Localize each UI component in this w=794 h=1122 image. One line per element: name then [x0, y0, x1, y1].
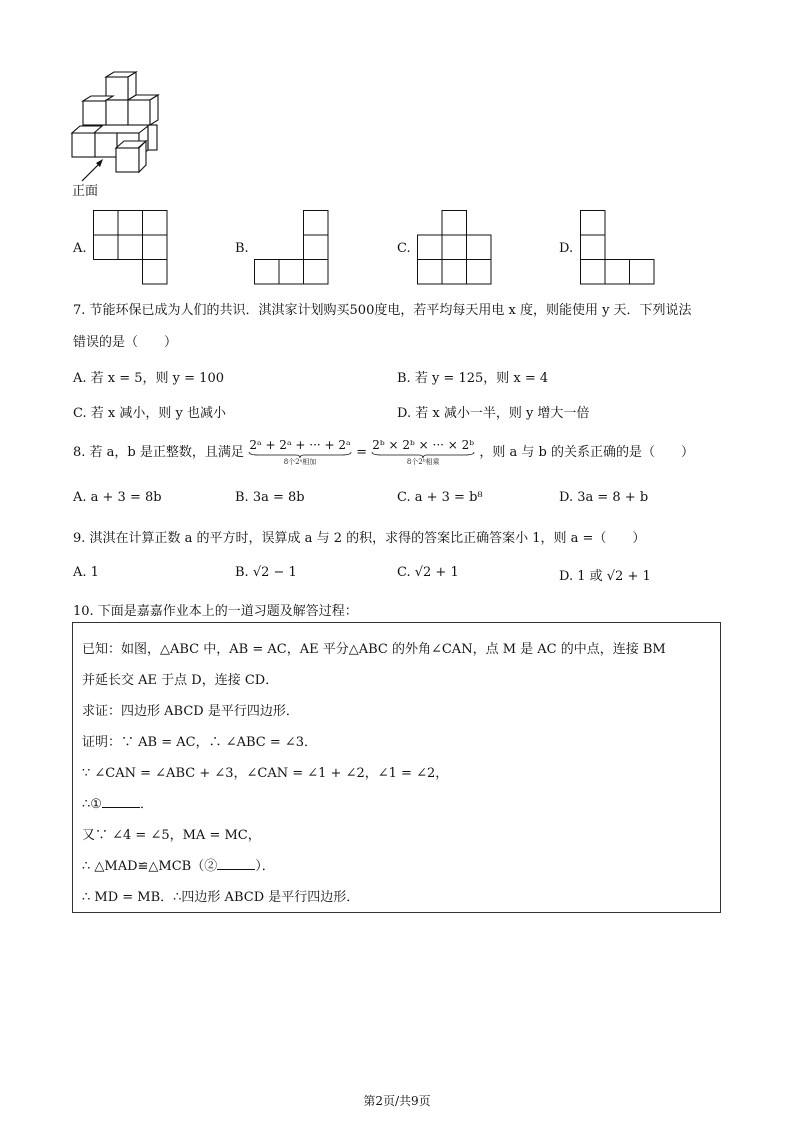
q8-equals: = — [356, 445, 368, 460]
q9-option-d: D. 1 或 √2 + 1 — [559, 569, 651, 584]
blank-1 — [102, 795, 140, 808]
q8-sum-expr: 2ᵃ + 2ᵃ + ··· + 2ᵃ — [249, 438, 351, 452]
q8-sum-note: 8个2ᵃ相加 — [283, 458, 317, 466]
q9-option-c: C. √2 + 1 — [397, 565, 459, 580]
q10-line6-text: ∴① — [82, 797, 102, 812]
q8-option-c: C. a + 3 = b⁸ — [397, 490, 483, 505]
q10-stem: 10. 下面是嘉嘉作业本上的一道习题及解答过程： — [73, 604, 358, 619]
q10-box-line-2: 并延长交 AE 于点 D，连接 CD． — [82, 673, 279, 688]
blank-2 — [217, 857, 255, 870]
page-footer: 第2页/共9页 — [363, 1094, 431, 1108]
q6-option-b-figure — [254, 210, 330, 286]
q6-option-c-label: C. — [397, 241, 411, 256]
q7-option-b: B. 若 y = 125，则 x = 4 — [397, 371, 549, 386]
front-label: 正面 — [72, 184, 99, 199]
q10-box-line-4: 证明：∵ AB = AC，∴ ∠ABC = ∠3． — [82, 735, 318, 750]
q6-option-a-label: A. — [73, 241, 87, 256]
q7-stem-line2: 错误的是（ ） — [73, 335, 178, 350]
q9-option-a: A. 1 — [73, 565, 99, 580]
q10-box-line-8 — [82, 855, 275, 874]
q6-option-a-figure — [93, 210, 169, 286]
q6-option-b-label: B. — [235, 241, 249, 256]
q10-solution-box — [72, 622, 721, 913]
q10-box-line-7: 又∵ ∠4 = ∠5，MA = MC， — [82, 828, 261, 843]
q10-box-line-1: 已知：如图，△ABC 中，AB = AC，AE 平分△ABC 的外角∠CAN，点 M 是 AC 的中点，连接 BM — [82, 642, 666, 657]
q8-product-expression — [371, 438, 475, 467]
q10-line8-text: ∴ △MAD≌△MCB（② — [82, 859, 218, 874]
q6-option-d-figure — [580, 210, 656, 286]
q8-suffix: ，则 a 与 b 的关系正确的是（ ） — [479, 445, 694, 460]
q7-option-a: A. 若 x = 5，则 y = 100 — [73, 371, 224, 386]
q10-box-line-5: ∵ ∠CAN = ∠ABC + ∠3，∠CAN = ∠1 + ∠2，∠1 = ∠2， — [82, 766, 449, 781]
q10-box-line-9: ∴ MD = MB．∴四边形 ABCD 是平行四边形． — [82, 890, 360, 905]
q7-option-c: C. 若 x 减小，则 y 也减小 — [73, 406, 226, 421]
q10-blank-tail-2: ）． — [255, 859, 275, 874]
q8-stem — [73, 438, 694, 467]
q8-option-b: B. 3a = 8b — [235, 490, 305, 505]
q8-prefix: 8. 若 a，b 是正整数，且满足 — [73, 445, 244, 460]
q8-prod-expr: 2ᵇ × 2ᵇ × ··· × 2ᵇ — [372, 438, 475, 452]
cube-stack-figure — [68, 70, 172, 182]
q7-option-d: D. 若 x 减小一半，则 y 增大一倍 — [397, 406, 590, 421]
q10-box-line-3: 求证：四边形 ABCD 是平行四边形． — [82, 704, 299, 719]
q10-box-line-6 — [82, 793, 153, 812]
q8-sum-expression — [248, 438, 352, 467]
q6-option-d-label: D. — [559, 241, 574, 256]
q9-option-b: B. √2 − 1 — [235, 565, 297, 580]
q8-option-a: A. a + 3 = 8b — [73, 490, 162, 505]
q7-stem-line1: 7. 节能环保已成为人们的共识．淇淇家计划购买500度电，若平均每天用电 x 度，则能使用 y 天．下列说法 — [73, 303, 692, 318]
q6-option-c-figure — [417, 210, 493, 286]
q8-option-d: D. 3a = 8 + b — [559, 490, 649, 505]
q9-stem: 9. 淇淇在计算正数 a 的平方时，误算成 a 与 2 的积，求得的答案比正确答案小 1，则 a =（ ） — [73, 531, 646, 546]
q10-blank-tail-1: ． — [139, 797, 153, 812]
q8-prod-note: 8个2ᵇ相乘 — [406, 458, 440, 466]
